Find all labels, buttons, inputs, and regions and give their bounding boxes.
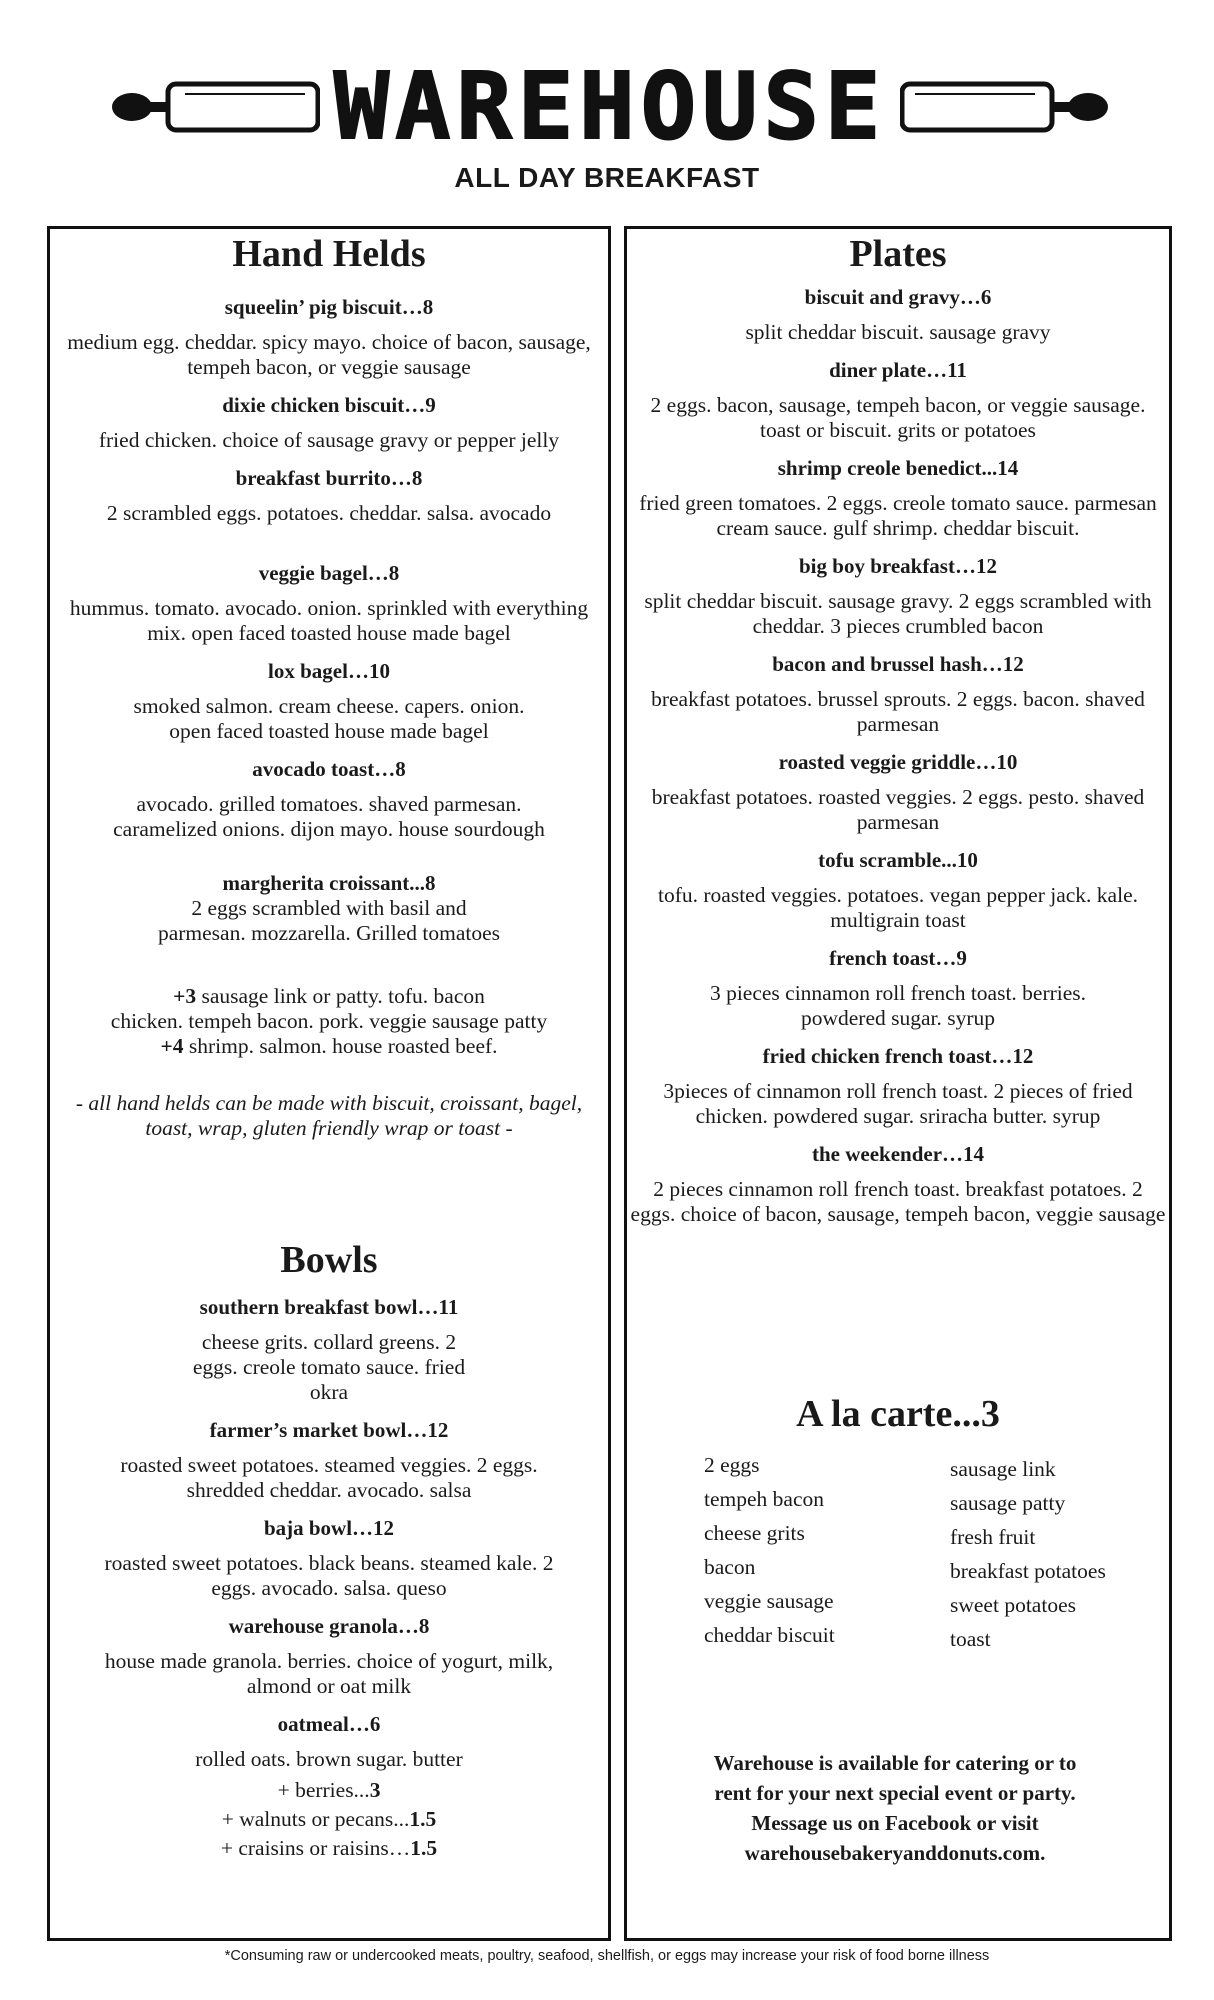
item-desc: fried chicken. choice of sausage gravy or pepper jelly bbox=[98, 428, 560, 452]
list-item: sausage patty bbox=[950, 1491, 1066, 1515]
rolling-pin-icon bbox=[110, 72, 320, 142]
item-desc: tofu. roasted veggies. potatoes. vegan pepper jack. kale. multigrain toast bbox=[658, 883, 1138, 932]
item-desc: hummus. tomato. avocado. onion. sprinkled with everything mix. open faced toasted house made bagel bbox=[69, 596, 589, 645]
menu-item bbox=[627, 553, 1169, 639]
menu-item bbox=[627, 945, 1169, 1031]
item-name: tofu scramble...10 bbox=[818, 848, 978, 872]
menu-item bbox=[627, 1141, 1169, 1227]
bowls-section bbox=[50, 1238, 608, 1863]
logo bbox=[110, 52, 1110, 162]
item-name: bacon and brussel hash…12 bbox=[772, 652, 1024, 676]
website-text: warehousebakeryanddonuts.com. bbox=[744, 1841, 1046, 1865]
menu-item bbox=[50, 1294, 608, 1405]
item-desc: 3pieces of cinnamon roll french toast. 2 pieces of fried chicken. powdered sugar. sriracha butter. syrup bbox=[663, 1079, 1133, 1128]
menu-item bbox=[627, 749, 1169, 835]
item-desc: split cheddar biscuit. sausage gravy bbox=[745, 320, 1051, 344]
item-name: warehouse granola…8 bbox=[228, 1614, 430, 1638]
list-item: toast bbox=[950, 1627, 991, 1651]
item-desc: roasted sweet potatoes. black beans. steamed kale. 2 eggs. avocado. salsa. queso bbox=[104, 1551, 554, 1600]
item-desc: split cheddar biscuit. sausage gravy. 2 eggs scrambled with cheddar. 3 pieces crumbled bacon bbox=[644, 589, 1152, 638]
item-desc: 2 scrambled eggs. potatoes. cheddar. salsa. avocado bbox=[106, 501, 552, 525]
catering-notice: Warehouse is available for catering or to rent for your next special event or party. Message us on Facebook or visit warehousebakeryanddonuts.com. bbox=[640, 1748, 1150, 1868]
section-title-bowls: Bowls bbox=[280, 1239, 378, 1281]
menu-item bbox=[50, 294, 608, 380]
list-item: bacon bbox=[704, 1555, 756, 1579]
item-name: oatmeal…6 bbox=[277, 1712, 381, 1736]
item-name: avocado toast…8 bbox=[252, 757, 406, 781]
menu-item bbox=[50, 465, 608, 526]
item-desc: breakfast potatoes. roasted veggies. 2 eggs. pesto. shaved parmesan bbox=[651, 785, 1145, 834]
list-item: veggie sausage bbox=[704, 1589, 834, 1613]
menu-item bbox=[627, 1043, 1169, 1129]
item-desc: avocado. grilled tomatoes. shaved parmesan. caramelized onions. dijon mayo. house sourdough bbox=[113, 792, 545, 841]
menu-item bbox=[50, 1515, 608, 1601]
item-name: shrimp creole benedict...14 bbox=[777, 456, 1019, 480]
hand-helds-note: - all hand helds can be made with biscuit, croissant, bagel, toast, wrap, gluten friendly wrap or toast - bbox=[75, 1091, 583, 1140]
section-title-a-la-carte: A la carte...3 bbox=[796, 1393, 1000, 1435]
a-la-carte-section bbox=[627, 1392, 1169, 1436]
oatmeal-addon: + craisins or raisins…1.5 bbox=[220, 1836, 438, 1860]
item-name: biscuit and gravy…6 bbox=[804, 285, 992, 309]
item-name: big boy breakfast…12 bbox=[799, 554, 997, 578]
menu-item bbox=[50, 658, 608, 744]
list-item: cheddar biscuit bbox=[704, 1623, 835, 1647]
menu-item bbox=[50, 560, 608, 646]
menu-item bbox=[627, 357, 1169, 443]
item-desc: rolled oats. brown sugar. butter bbox=[195, 1747, 463, 1771]
section-title-hand-helds: Hand Helds bbox=[232, 233, 426, 275]
addon-text: shrimp. salmon. house roasted beef. bbox=[183, 1034, 498, 1058]
addon-text: chicken. tempeh bacon. pork. veggie sausage patty bbox=[110, 1009, 548, 1033]
item-name: baja bowl…12 bbox=[263, 1516, 395, 1540]
item-desc: smoked salmon. cream cheese. capers. onion. open faced toasted house made bagel bbox=[133, 694, 525, 743]
item-desc: 3 pieces cinnamon roll french toast. berries. powdered sugar. syrup bbox=[709, 981, 1087, 1030]
item-name: margherita croissant...8 bbox=[222, 871, 436, 895]
item-desc: house made granola. berries. choice of yogurt, milk, almond or oat milk bbox=[104, 1649, 554, 1698]
add-ons bbox=[50, 984, 608, 1059]
item-name: breakfast burrito…8 bbox=[235, 466, 423, 490]
item-name: french toast…9 bbox=[829, 946, 967, 970]
item-name: diner plate…11 bbox=[829, 358, 967, 382]
addon-price: +4 bbox=[160, 1034, 184, 1058]
item-desc: breakfast potatoes. brussel sprouts. 2 eggs. bacon. shaved parmesan bbox=[651, 687, 1145, 736]
menu-item bbox=[50, 756, 608, 842]
list-item: fresh fruit bbox=[950, 1525, 1036, 1549]
menu-item bbox=[50, 1417, 608, 1503]
item-name: roasted veggie griddle…10 bbox=[778, 750, 1018, 774]
oatmeal-addon: + walnuts or pecans...1.5 bbox=[221, 1807, 437, 1831]
oatmeal-addon: + berries...3 bbox=[277, 1778, 381, 1802]
item-name: lox bagel…10 bbox=[268, 659, 390, 683]
item-desc: fried green tomatoes. 2 eggs. creole tomato sauce. parmesan cream sauce. gulf shrimp. cheddar biscuit. bbox=[639, 491, 1157, 540]
addon-price: +3 bbox=[173, 984, 197, 1008]
item-desc: 2 pieces cinnamon roll french toast. breakfast potatoes. 2 eggs. choice of bacon, sausage, tempeh bacon, veggie sausage bbox=[630, 1177, 1166, 1226]
item-desc: cheese grits. collard greens. 2 eggs. creole tomato sauce. fried okra bbox=[192, 1330, 466, 1404]
menu-item bbox=[50, 1711, 608, 1772]
list-item: sausage link bbox=[950, 1457, 1056, 1481]
item-name: veggie bagel…8 bbox=[258, 561, 400, 585]
menu-item bbox=[50, 392, 608, 453]
list-item: 2 eggs bbox=[704, 1453, 760, 1477]
item-name: squeelin’ pig biscuit…8 bbox=[224, 295, 434, 319]
menu-item bbox=[50, 1613, 608, 1699]
a-la-carte-list-2 bbox=[950, 1452, 1106, 1656]
menu-item bbox=[50, 870, 608, 946]
menu-item bbox=[627, 284, 1169, 345]
menu-item bbox=[627, 455, 1169, 541]
menu-item bbox=[627, 651, 1169, 737]
logo-text: WAREHOUSE bbox=[333, 52, 887, 160]
list-item: cheese grits bbox=[704, 1521, 805, 1545]
plates-section bbox=[627, 230, 1169, 1227]
item-desc: 2 eggs scrambled with basil and parmesan. mozzarella. Grilled tomatoes bbox=[157, 896, 501, 945]
item-desc: 2 eggs. bacon, sausage, tempeh bacon, or veggie sausage. toast or biscuit. grits or potatoes bbox=[650, 393, 1146, 442]
section-title-plates: Plates bbox=[849, 233, 947, 275]
list-item: sweet potatoes bbox=[950, 1593, 1076, 1617]
item-name: fried chicken french toast…12 bbox=[762, 1044, 1034, 1068]
oatmeal-add-ons bbox=[50, 1776, 608, 1863]
a-la-carte-list-1 bbox=[704, 1448, 835, 1652]
item-name: the weekender…14 bbox=[811, 1142, 985, 1166]
menu-item bbox=[627, 847, 1169, 933]
menu-subtitle: ALL DAY BREAKFAST bbox=[454, 162, 760, 193]
item-name: farmer’s market bowl…12 bbox=[209, 1418, 449, 1442]
food-safety-disclaimer: *Consuming raw or undercooked meats, poultry, seafood, shellfish, or eggs may increase your risk of food borne illness bbox=[224, 1948, 990, 1964]
list-item: breakfast potatoes bbox=[950, 1559, 1106, 1583]
item-name: southern breakfast bowl…11 bbox=[199, 1295, 459, 1319]
item-desc: roasted sweet potatoes. steamed veggies. 2 eggs. shredded cheddar. avocado. salsa bbox=[120, 1453, 538, 1502]
addon-text: sausage link or patty. tofu. bacon bbox=[196, 984, 485, 1008]
item-name: dixie chicken biscuit…9 bbox=[222, 393, 436, 417]
rolling-pin-icon bbox=[900, 72, 1110, 142]
item-desc: medium egg. cheddar. spicy mayo. choice of bacon, sausage, tempeh bacon, or veggie sausage bbox=[67, 330, 591, 379]
list-item: tempeh bacon bbox=[704, 1487, 824, 1511]
hand-helds-section bbox=[50, 230, 608, 1141]
